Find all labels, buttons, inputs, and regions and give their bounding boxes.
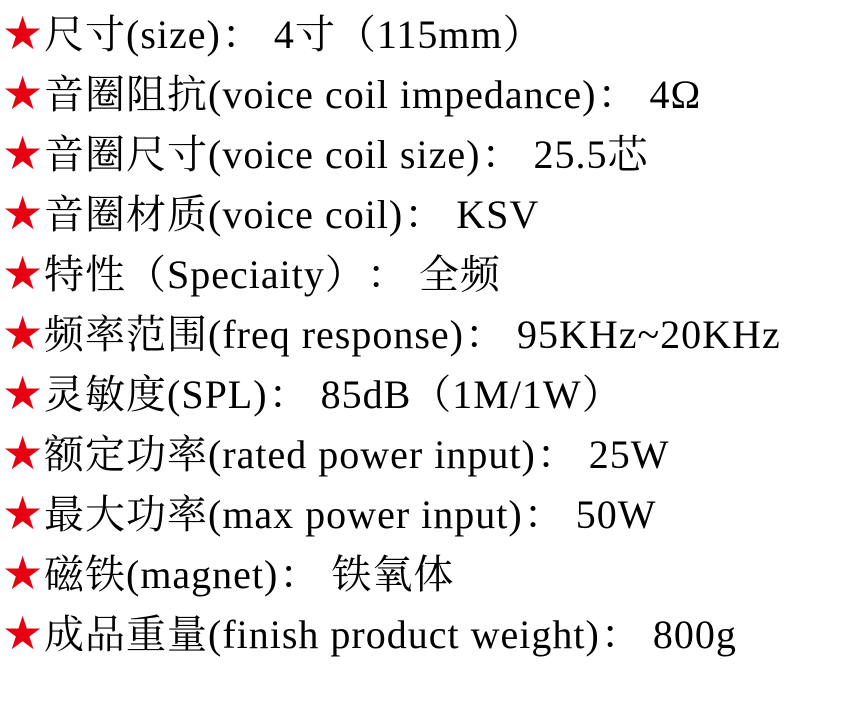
spec-value: 50W	[575, 492, 657, 537]
spec-row-spl	[2, 365, 841, 425]
spec-value: 25W	[588, 432, 670, 477]
star-icon: ★	[2, 126, 44, 180]
spec-row-voice-coil-material	[2, 185, 841, 245]
spec-label: 频率范围(freq response)	[44, 312, 464, 357]
spec-label: 音圈阻抗(voice coil impedance)	[44, 72, 597, 117]
star-icon: ★	[2, 426, 44, 480]
star-icon: ★	[2, 246, 44, 300]
spec-row-rated-power	[2, 425, 841, 485]
spec-row-freq-response	[2, 305, 841, 365]
spec-colon: ：	[465, 312, 505, 357]
spec-colon: ：	[536, 432, 577, 477]
spec-row-size	[2, 5, 841, 65]
spec-label: 额定功率(rated power input)	[44, 432, 536, 477]
spec-label: 音圈尺寸(voice coil size)	[44, 132, 481, 177]
spec-value: 4寸（115mm）	[273, 12, 544, 57]
star-icon: ★	[2, 186, 44, 240]
spec-label: 尺寸(size)	[44, 12, 221, 57]
spec-row-speciality	[2, 245, 841, 305]
spec-label: 磁铁(magnet)	[44, 552, 279, 597]
spec-value: 95KHz~20KHz	[517, 312, 781, 357]
spec-value: 4Ω	[649, 72, 702, 117]
spec-colon: ：	[404, 192, 445, 237]
spec-value: 铁氧体	[331, 552, 455, 597]
spec-value: 800g	[652, 612, 737, 657]
spec-row-voice-coil-size	[2, 125, 841, 185]
spec-row-magnet	[2, 545, 841, 605]
spec-value: KSV	[456, 192, 540, 237]
star-icon: ★	[2, 66, 44, 120]
star-icon: ★	[2, 6, 44, 60]
star-icon: ★	[2, 306, 44, 360]
spec-colon: ：	[597, 72, 638, 117]
spec-label: 成品重量(finish product weight)	[44, 612, 600, 657]
spec-colon: ：	[279, 552, 320, 597]
spec-value: 25.5芯	[533, 132, 649, 177]
spec-row-voice-coil-impedance	[2, 65, 841, 125]
spec-value: 85dB（1M/1W）	[320, 372, 623, 417]
spec-colon: ：	[523, 492, 564, 537]
spec-colon: ：	[268, 372, 309, 417]
spec-label: 最大功率(max power input)	[44, 492, 523, 537]
spec-colon: ：	[221, 12, 262, 57]
spec-colon: ：	[366, 252, 407, 297]
star-icon: ★	[2, 486, 44, 540]
spec-label: 音圈材质(voice coil)	[44, 192, 404, 237]
spec-value: 全频	[418, 252, 501, 297]
spec-row-finish-product-weight	[2, 605, 841, 665]
spec-colon: ：	[481, 132, 522, 177]
spec-label: 灵敏度(SPL)	[44, 372, 268, 417]
spec-label: 特性（Speciaity）	[44, 252, 366, 297]
star-icon: ★	[2, 366, 44, 420]
star-icon: ★	[2, 606, 44, 660]
spec-colon: ：	[600, 612, 641, 657]
spec-row-max-power	[2, 485, 841, 545]
star-icon: ★	[2, 546, 44, 600]
